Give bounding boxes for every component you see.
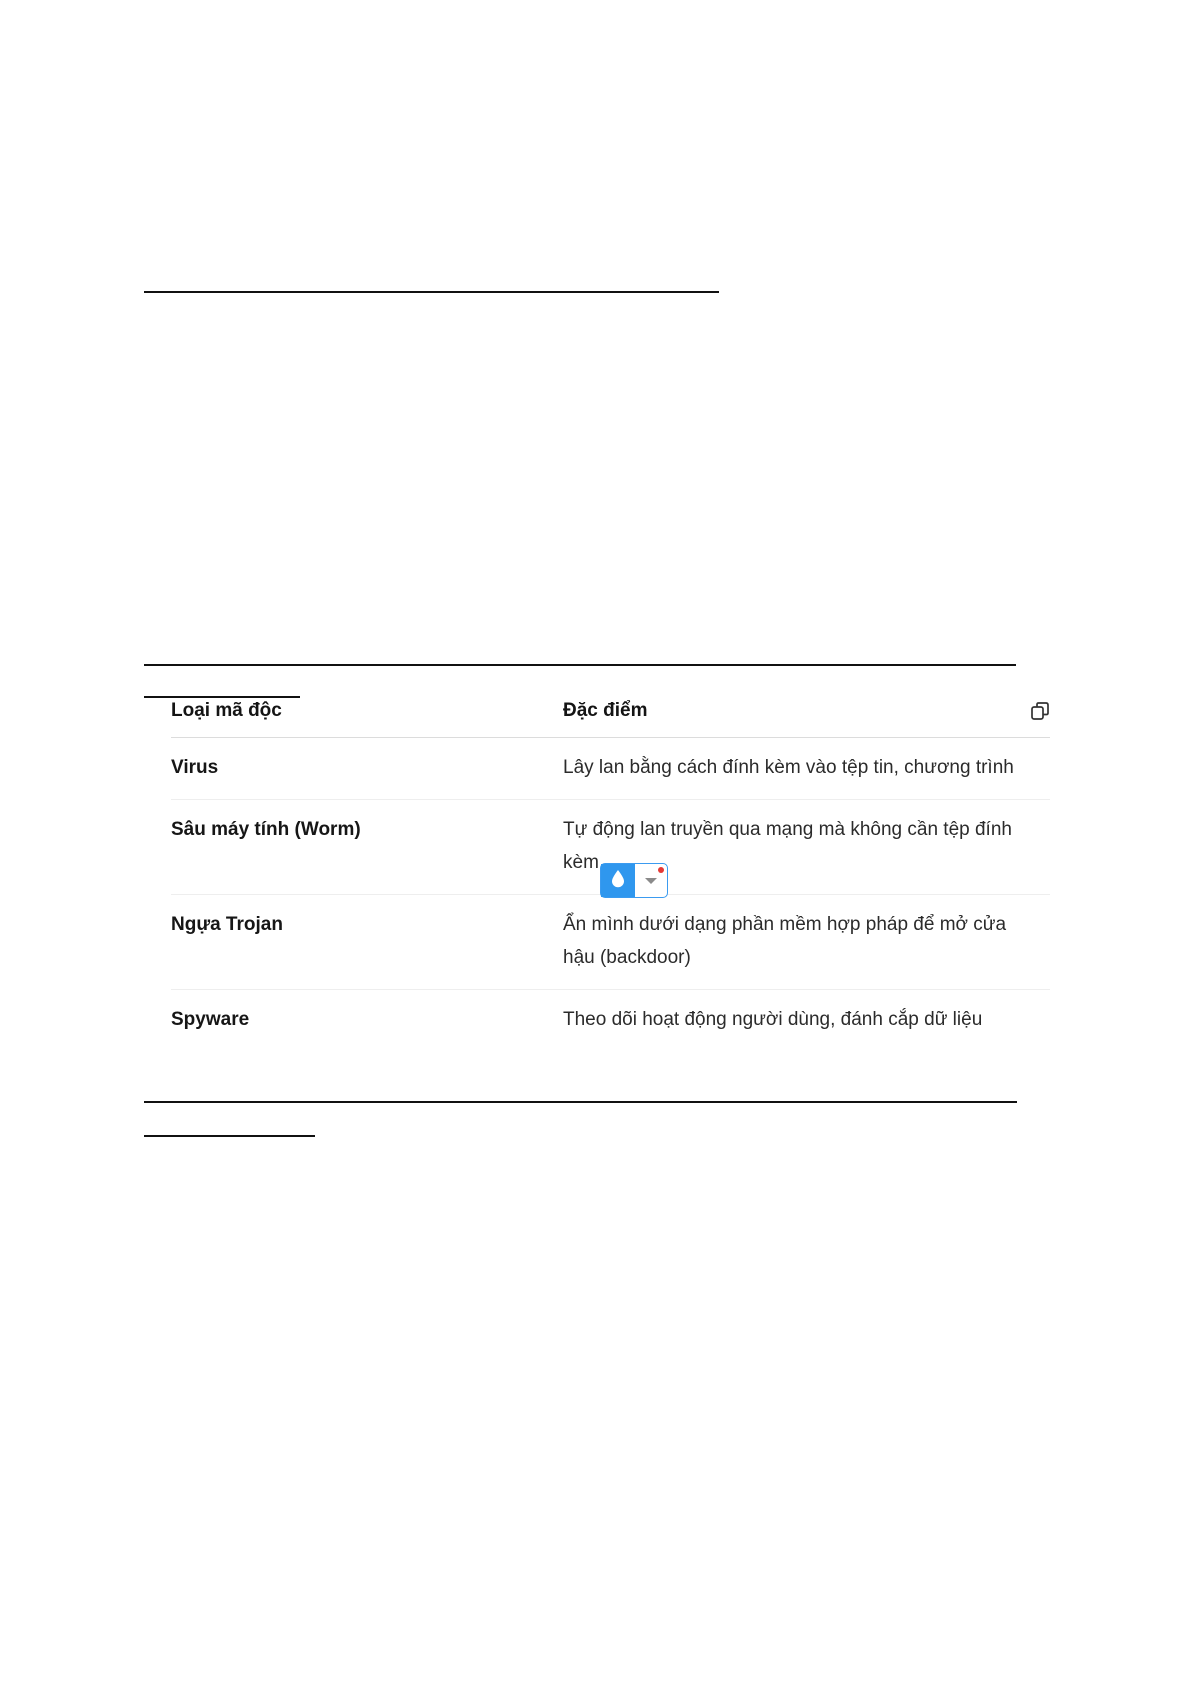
column-header-description bbox=[563, 690, 1050, 738]
cell-type: Spyware bbox=[171, 1009, 250, 1030]
divider-line-4 bbox=[144, 1101, 1017, 1103]
copy-icon[interactable] bbox=[1030, 699, 1050, 719]
cell-type: Sâu máy tính (Worm) bbox=[171, 800, 563, 895]
divider-line-5 bbox=[144, 1135, 315, 1137]
widget-dropdown-button[interactable] bbox=[635, 864, 667, 897]
cell-description: Theo dõi hoạt động người dùng, đánh cắp dữ liệu bbox=[563, 1009, 983, 1030]
cell-description: Tự động lan truyền qua mạng mà không cần tệp đính kèm bbox=[563, 800, 1050, 895]
table-row bbox=[171, 738, 1050, 800]
water-drop-button[interactable] bbox=[601, 864, 635, 897]
table-row bbox=[171, 895, 1050, 990]
water-drop-icon bbox=[611, 869, 625, 893]
table-row bbox=[171, 990, 1050, 1052]
divider-line-2 bbox=[144, 664, 1016, 666]
cell-type: Ngựa Trojan bbox=[171, 895, 563, 990]
cell-type: Virus bbox=[171, 738, 563, 800]
cell-description: Ẩn mình dưới dạng phần mềm hợp pháp để mở cửa hậu (backdoor) bbox=[563, 895, 1050, 990]
floating-tool-widget bbox=[600, 863, 668, 898]
caret-down-icon bbox=[644, 872, 658, 890]
divider-line-1 bbox=[144, 291, 719, 293]
cell-description: Lây lan bằng cách đính kèm vào tệp tin, chương trình bbox=[563, 738, 1050, 800]
table-header-row bbox=[171, 690, 1050, 738]
column-header-type: Loại mã độc bbox=[171, 690, 563, 738]
notification-dot bbox=[658, 867, 664, 873]
column-header-description-label: Đặc điểm bbox=[563, 700, 648, 721]
